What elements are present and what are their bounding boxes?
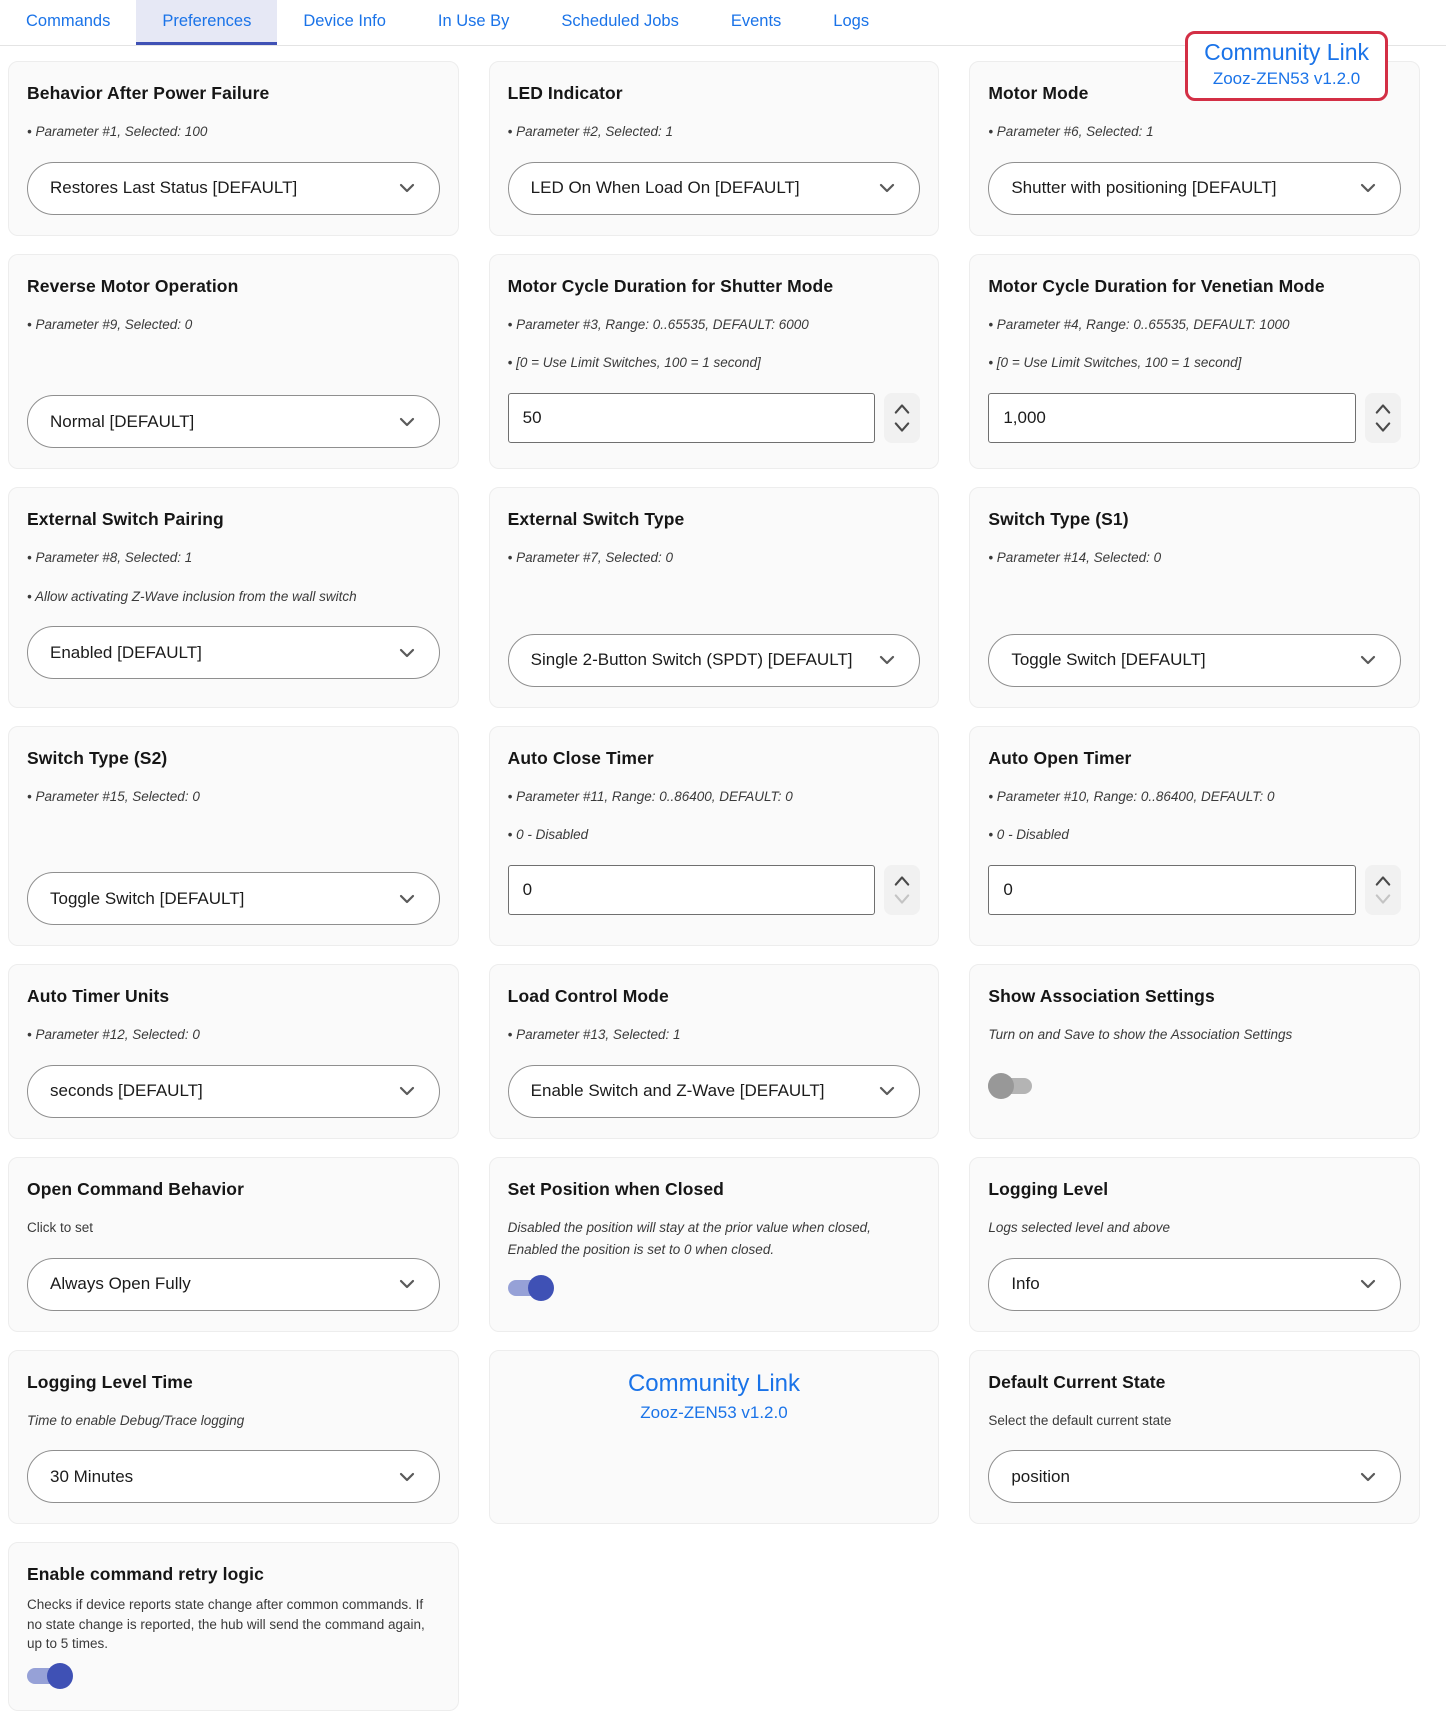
reverse-motor-operation-select[interactable] xyxy=(27,395,440,448)
pref-card-reverse-motor-operation xyxy=(8,254,459,470)
device-driver-version-link[interactable]: Zooz-ZEN53 v1.2.0 xyxy=(1212,68,1361,88)
pref-card-default-current-state xyxy=(969,1350,1420,1525)
card-hint: • 0 - Disabled xyxy=(507,827,589,843)
switch-type-s1-select[interactable] xyxy=(988,634,1401,687)
card-hint: Checks if device reports state change after common commands. If no state change is reported, the hub will send the command again, up to 5 times. xyxy=(27,1597,425,1652)
pref-card-external-switch-pairing xyxy=(8,487,459,708)
stepper-up-icon[interactable] xyxy=(1372,873,1394,889)
auto-timer-units-select[interactable] xyxy=(27,1065,440,1118)
default-current-state-select[interactable] xyxy=(988,1450,1401,1503)
pref-card-auto-timer-units xyxy=(8,964,459,1139)
community-link[interactable]: Community Link xyxy=(627,1369,801,1397)
card-title: Motor Cycle Duration for Venetian Mode xyxy=(988,275,1325,296)
external-switch-pairing-select[interactable] xyxy=(27,626,440,679)
logging-level-time-select[interactable] xyxy=(27,1450,440,1503)
chevron-down-icon xyxy=(875,1079,899,1103)
open-command-behavior-select[interactable] xyxy=(27,1258,440,1311)
chevron-down-icon xyxy=(395,176,419,200)
card-title: Reverse Motor Operation xyxy=(27,275,239,296)
card-hint: • Parameter #7, Selected: 0 xyxy=(507,550,673,566)
chevron-down-icon xyxy=(875,648,899,672)
card-hint: • Allow activating Z-Wave inclusion from the wall switch xyxy=(27,588,357,604)
stepper-up-icon[interactable] xyxy=(891,401,913,417)
tab-commands[interactable]: Commands xyxy=(26,11,111,30)
shutter-duration-input[interactable] xyxy=(508,393,876,443)
card-hint: • Parameter #10, Range: 0..86400, DEFAULT: 0 xyxy=(988,788,1275,804)
pref-card-auto-open-timer xyxy=(969,726,1420,947)
card-title: Motor Cycle Duration for Shutter Mode xyxy=(507,275,834,296)
shutter-duration-stepper[interactable] xyxy=(884,393,920,443)
auto-close-timer-input[interactable] xyxy=(508,865,876,915)
stepper-down-icon[interactable] xyxy=(1372,891,1394,907)
card-title: Open Command Behavior xyxy=(27,1178,244,1199)
card-title: Default Current State xyxy=(988,1371,1166,1392)
tab-logs[interactable]: Logs xyxy=(833,11,870,30)
chevron-down-icon xyxy=(395,1272,419,1296)
tab-events[interactable]: Events xyxy=(730,11,782,30)
card-hint: • [0 = Use Limit Switches, 100 = 1 second] xyxy=(988,355,1242,371)
card-title: Auto Open Timer xyxy=(988,747,1132,768)
tab-preferences[interactable]: Preferences xyxy=(136,0,277,45)
chevron-down-icon xyxy=(395,410,419,434)
card-hint: • Parameter #12, Selected: 0 xyxy=(27,1027,200,1043)
auto-open-timer-stepper[interactable] xyxy=(1365,865,1401,915)
card-hint: • Parameter #13, Selected: 1 xyxy=(507,1027,681,1043)
card-title: Switch Type (S2) xyxy=(27,747,168,768)
stepper-down-icon[interactable] xyxy=(891,891,913,907)
card-hint: Disabled the position will stay at the prior value when closed, Enabled the position is set to 0 when closed. xyxy=(507,1219,871,1257)
toggle-knob xyxy=(47,1663,73,1689)
external-switch-type-select[interactable] xyxy=(508,634,921,687)
card-title: Enable command retry logic xyxy=(27,1564,264,1585)
chevron-down-icon xyxy=(1356,1272,1380,1296)
card-hint: • Parameter #14, Selected: 0 xyxy=(988,550,1162,566)
community-link-annotation-box xyxy=(1185,31,1388,101)
chevron-down-icon xyxy=(1356,1465,1380,1489)
behavior-after-power-failure-select[interactable] xyxy=(27,162,440,215)
switch-type-s2-select[interactable] xyxy=(27,872,440,925)
pref-card-switch-type-s1 xyxy=(969,487,1420,708)
community-link[interactable]: Community Link xyxy=(1204,39,1369,65)
card-hint: • Parameter #1, Selected: 100 xyxy=(27,124,208,139)
device-driver-version-link[interactable]: Zooz-ZEN53 v1.2.0 xyxy=(640,1403,788,1423)
card-hint: • Parameter #6, Selected: 1 xyxy=(988,124,1154,139)
card-title: Auto Timer Units xyxy=(27,986,170,1007)
card-hint: • Parameter #3, Range: 0..65535, DEFAULT: 6000 xyxy=(507,316,809,332)
pref-card-logging-level-time xyxy=(8,1350,459,1525)
toggle-knob xyxy=(528,1275,554,1301)
card-title: Motor Mode xyxy=(988,83,1089,103)
card-title: Load Control Mode xyxy=(507,986,669,1007)
select-value: Restores Last Status [DEFAULT] xyxy=(50,178,298,198)
pref-card-led-indicator xyxy=(489,61,940,236)
stepper-up-icon[interactable] xyxy=(1372,401,1394,417)
pref-card-behavior-after-power-failure xyxy=(8,61,459,236)
pref-card-external-switch-type xyxy=(489,487,940,708)
card-title: Set Position when Closed xyxy=(507,1178,724,1199)
logging-level-select[interactable] xyxy=(988,1258,1401,1311)
tab-in-use-by[interactable]: In Use By xyxy=(437,11,510,30)
pref-card-auto-close-timer xyxy=(489,726,940,947)
auto-open-timer-input[interactable] xyxy=(988,865,1356,915)
card-hint: • Parameter #15, Selected: 0 xyxy=(27,788,200,804)
card-hint: Time to enable Debug/Trace logging xyxy=(27,1412,245,1428)
card-title: External Switch Pairing xyxy=(27,509,224,530)
tab-device-info[interactable]: Device Info xyxy=(303,11,386,30)
chevron-down-icon xyxy=(1356,648,1380,672)
chevron-down-icon xyxy=(395,887,419,911)
card-title: Switch Type (S1) xyxy=(988,509,1129,530)
venetian-duration-stepper[interactable] xyxy=(1365,393,1401,443)
select-value: 30 Minutes xyxy=(50,1466,134,1486)
chevron-down-icon xyxy=(1356,176,1380,200)
pref-card-motor-cycle-duration-shutter xyxy=(489,254,940,470)
select-value: Enable Switch and Z-Wave [DEFAULT] xyxy=(530,1081,825,1101)
select-value: Toggle Switch [DEFAULT] xyxy=(50,888,245,908)
community-link-card xyxy=(489,1350,940,1525)
select-value: LED On When Load On [DEFAULT] xyxy=(530,178,800,198)
card-hint: Click to set xyxy=(27,1219,94,1235)
card-title: Logging Level xyxy=(988,1178,1109,1199)
pref-card-load-control-mode xyxy=(489,964,940,1139)
card-hint: • [0 = Use Limit Switches, 100 = 1 second] xyxy=(507,355,761,371)
stepper-up-icon[interactable] xyxy=(891,873,913,889)
pref-card-set-position-when-closed xyxy=(489,1157,940,1332)
chevron-down-icon xyxy=(395,1465,419,1489)
enable-command-retry-toggle[interactable] xyxy=(27,1662,75,1690)
tab-scheduled-jobs[interactable]: Scheduled Jobs xyxy=(561,11,679,30)
card-title: Auto Close Timer xyxy=(507,747,654,768)
card-hint: • Parameter #2, Selected: 1 xyxy=(507,124,673,139)
led-indicator-select[interactable] xyxy=(508,162,921,215)
stepper-down-icon[interactable] xyxy=(1372,419,1394,435)
select-value: Always Open Fully xyxy=(50,1274,191,1294)
card-title: Behavior After Power Failure xyxy=(27,83,270,103)
pref-card-open-command-behavior xyxy=(8,1157,459,1332)
card-hint: • Parameter #11, Range: 0..86400, DEFAULT: 0 xyxy=(507,788,793,804)
preferences-grid xyxy=(0,46,1446,1723)
card-hint: • Parameter #8, Selected: 1 xyxy=(27,550,193,566)
toggle-knob xyxy=(988,1073,1014,1099)
select-value: seconds [DEFAULT] xyxy=(50,1081,203,1101)
auto-close-timer-stepper[interactable] xyxy=(884,865,920,915)
card-title: LED Indicator xyxy=(507,83,623,103)
select-value: Info xyxy=(1011,1274,1040,1294)
card-title: Logging Level Time xyxy=(27,1371,193,1392)
chevron-down-icon xyxy=(395,1079,419,1103)
motor-mode-select[interactable] xyxy=(988,162,1401,215)
pref-card-motor-cycle-duration-venetian xyxy=(969,254,1420,470)
card-hint: • Parameter #4, Range: 0..65535, DEFAULT: 1000 xyxy=(988,316,1290,332)
pref-card-switch-type-s2 xyxy=(8,726,459,947)
card-hint: • 0 - Disabled xyxy=(988,827,1069,843)
pref-card-logging-level xyxy=(969,1157,1420,1332)
show-association-settings-toggle[interactable] xyxy=(988,1072,1036,1100)
card-hint: • Parameter #9, Selected: 0 xyxy=(27,316,193,332)
card-hint: Turn on and Save to show the Association Settings xyxy=(988,1027,1293,1043)
chevron-down-icon xyxy=(395,641,419,665)
select-value: Toggle Switch [DEFAULT] xyxy=(1011,650,1206,670)
select-value: Enabled [DEFAULT] xyxy=(50,642,202,662)
select-value: Single 2-Button Switch (SPDT) [DEFAULT] xyxy=(530,650,853,670)
stepper-down-icon[interactable] xyxy=(891,419,913,435)
select-value: position xyxy=(1011,1466,1070,1486)
select-value: Shutter with positioning [DEFAULT] xyxy=(1011,178,1277,198)
chevron-down-icon xyxy=(875,176,899,200)
card-hint: Select the default current state xyxy=(988,1412,1172,1428)
card-title: Show Association Settings xyxy=(988,986,1215,1007)
pref-card-enable-command-retry-logic xyxy=(8,1542,459,1711)
card-hint: Logs selected level and above xyxy=(988,1219,1170,1235)
load-control-mode-select[interactable] xyxy=(508,1065,921,1118)
card-title: External Switch Type xyxy=(507,509,685,530)
set-position-when-closed-toggle[interactable] xyxy=(508,1274,556,1302)
pref-card-show-association-settings xyxy=(969,964,1420,1139)
venetian-duration-input[interactable] xyxy=(988,393,1356,443)
select-value: Normal [DEFAULT] xyxy=(50,411,195,431)
